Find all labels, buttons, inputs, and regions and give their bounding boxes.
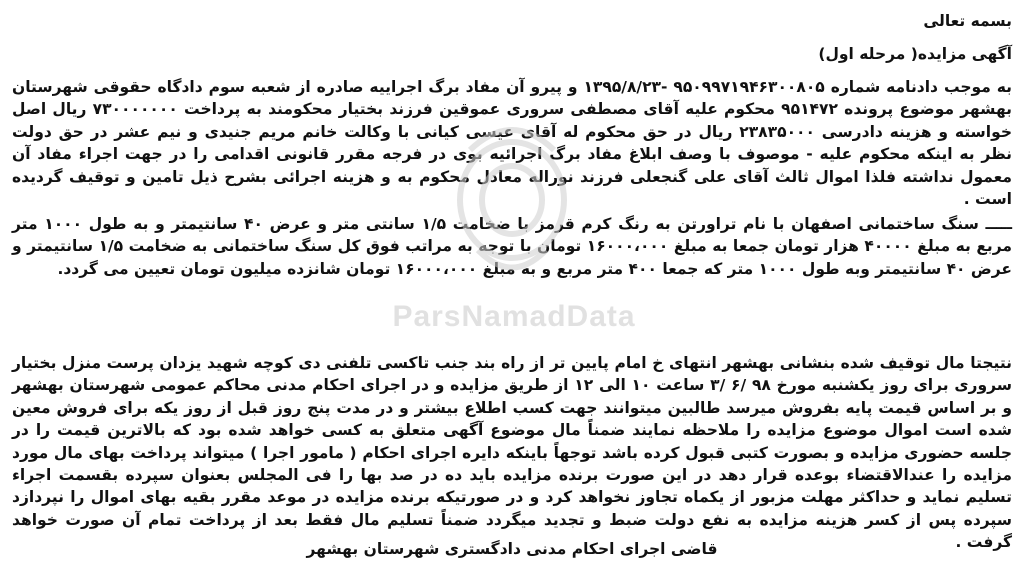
notice-title: آگهی مزایده( مرحله اول) [818, 45, 1012, 63]
paragraph-auction-terms: نتیجتا مال توقیف شده بنشانی بهشهر انتهای خ امام پایین تر از راه بند جنب تاکسی تلفنی دی کوچه شهید یزدان پرست منزل بختیار سروری برای روز یکشنبه مورخ ۹۸ /۶ /۳ ساعت ۱۰ الی ۱۲ از طریق مزایده و در اجرای احکام مدنی محاکم عمومی شهرستان بهشهر و بر اساس قیمت پایه بفروش میرسد طالبین میتوانند جهت کسب اطلاع بیشتر و در مدت پنج روز قبل از روز یکه برای فروش معین شده است اموال موضوع مزایده را ملاحظه نمایند ضمناً مال موضوع آگهی متعلق به کسی خواهد شده بود که بالاترین قیمت را در جلسه حضوری مزایده و بصورت کتبی قبول کرده باشد توجهاً باینکه دایره اجرای احکام ( مامور اجرا ) میتواند پرداخت بهای مال مورد مزایده را عندالاقتضاء بوعده قرار دهد در این صورت برنده مزایده باید ده در صد بها را فی المجلس بعنوان سپرده بقسمت اجراء تسلیم نماید و حداکثر مهلت مزبور از یکماه تجاوز نخواهد کرد و در صورتیکه برنده مزایده در موعد مقرر بقیه بهای اموال را نپردازد سپرده پس از کسر هزینه مزایده به نفع دولت ضبط و تجدید میگردد ضمناً تسلیم مال فقط بعد از پرداخت تمام آن صورت خواهد گرفت . [12, 354, 1012, 552]
watermark-text: ParsNamadData [392, 300, 636, 333]
paragraph-judgment: به موجب دادنامه شماره ۹۵۰۹۹۷۱۹۴۶۳۰۰۸۰۵ -۱۳۹۵/۸/۲۳ و پیرو آن مفاد برگ اجراییه صادره از شعبه سوم دادگاه حقوقی شهرستان بهشهر موضوع پرونده ۹۵۱۴۷۲ محکوم علیه آقای مصطفی سروری عموقین فرزند بختیار محکومند به پرداخت ۷۳۰۰۰۰۰۰۰ ریال اصل خواسته و هزینه دادرسی ۲۳۸۳۵۰۰۰ ریال در حق محکوم له آقای عیسی کیانی با وکالت خانم مریم جنیدی و نیم عشر در حق دولت نظر به اینکه محکوم علیه - موصوف با وصف ابلاغ مفاد برگ اجرائیه بوی در فرجه مقرر قانونی اقدامی را در جهت اجراء مفاد آن معمول نداشته فلذا اموال ثالث آقای علی گنجعلی فرزند نوراله معادل محکوم به و هزینه اجرائی بشرح ذیل تامین و توقیف گردیده است . [12, 78, 1012, 209]
bismillah-heading: بسمه تعالی [923, 12, 1012, 30]
auction-notice-document [12, 8, 1012, 568]
judge-signature: قاضی اجرای احکام مدنی دادگستری شهرستان بهشهر [306, 540, 718, 558]
paragraph-property-description: ـــــ سنگ ساختمانی اصفهان با نام تراورتن به رنگ کرم قرمز با ضخامت ۱/۵ سانتی متر و عرض ۴۰ سانتیمتر و به طول ۱۰۰۰ متر مربع به مبلغ ۴۰۰۰۰ هزار تومان جمعا به مبلغ ۱۶۰۰۰،۰۰۰ تومان با توجه به مراتب فوق کل سنگ ساختمانی به ضخامت ۱/۵ سانتیمتر و عرض ۴۰ سانتیمتر وبه طول ۱۰۰۰ متر که جمعا ۴۰۰ متر مربع و به مبلغ ۱۶۰۰۰،۰۰۰ تومان شانزده میلیون تومان تعیین می گردد. [12, 215, 1013, 278]
